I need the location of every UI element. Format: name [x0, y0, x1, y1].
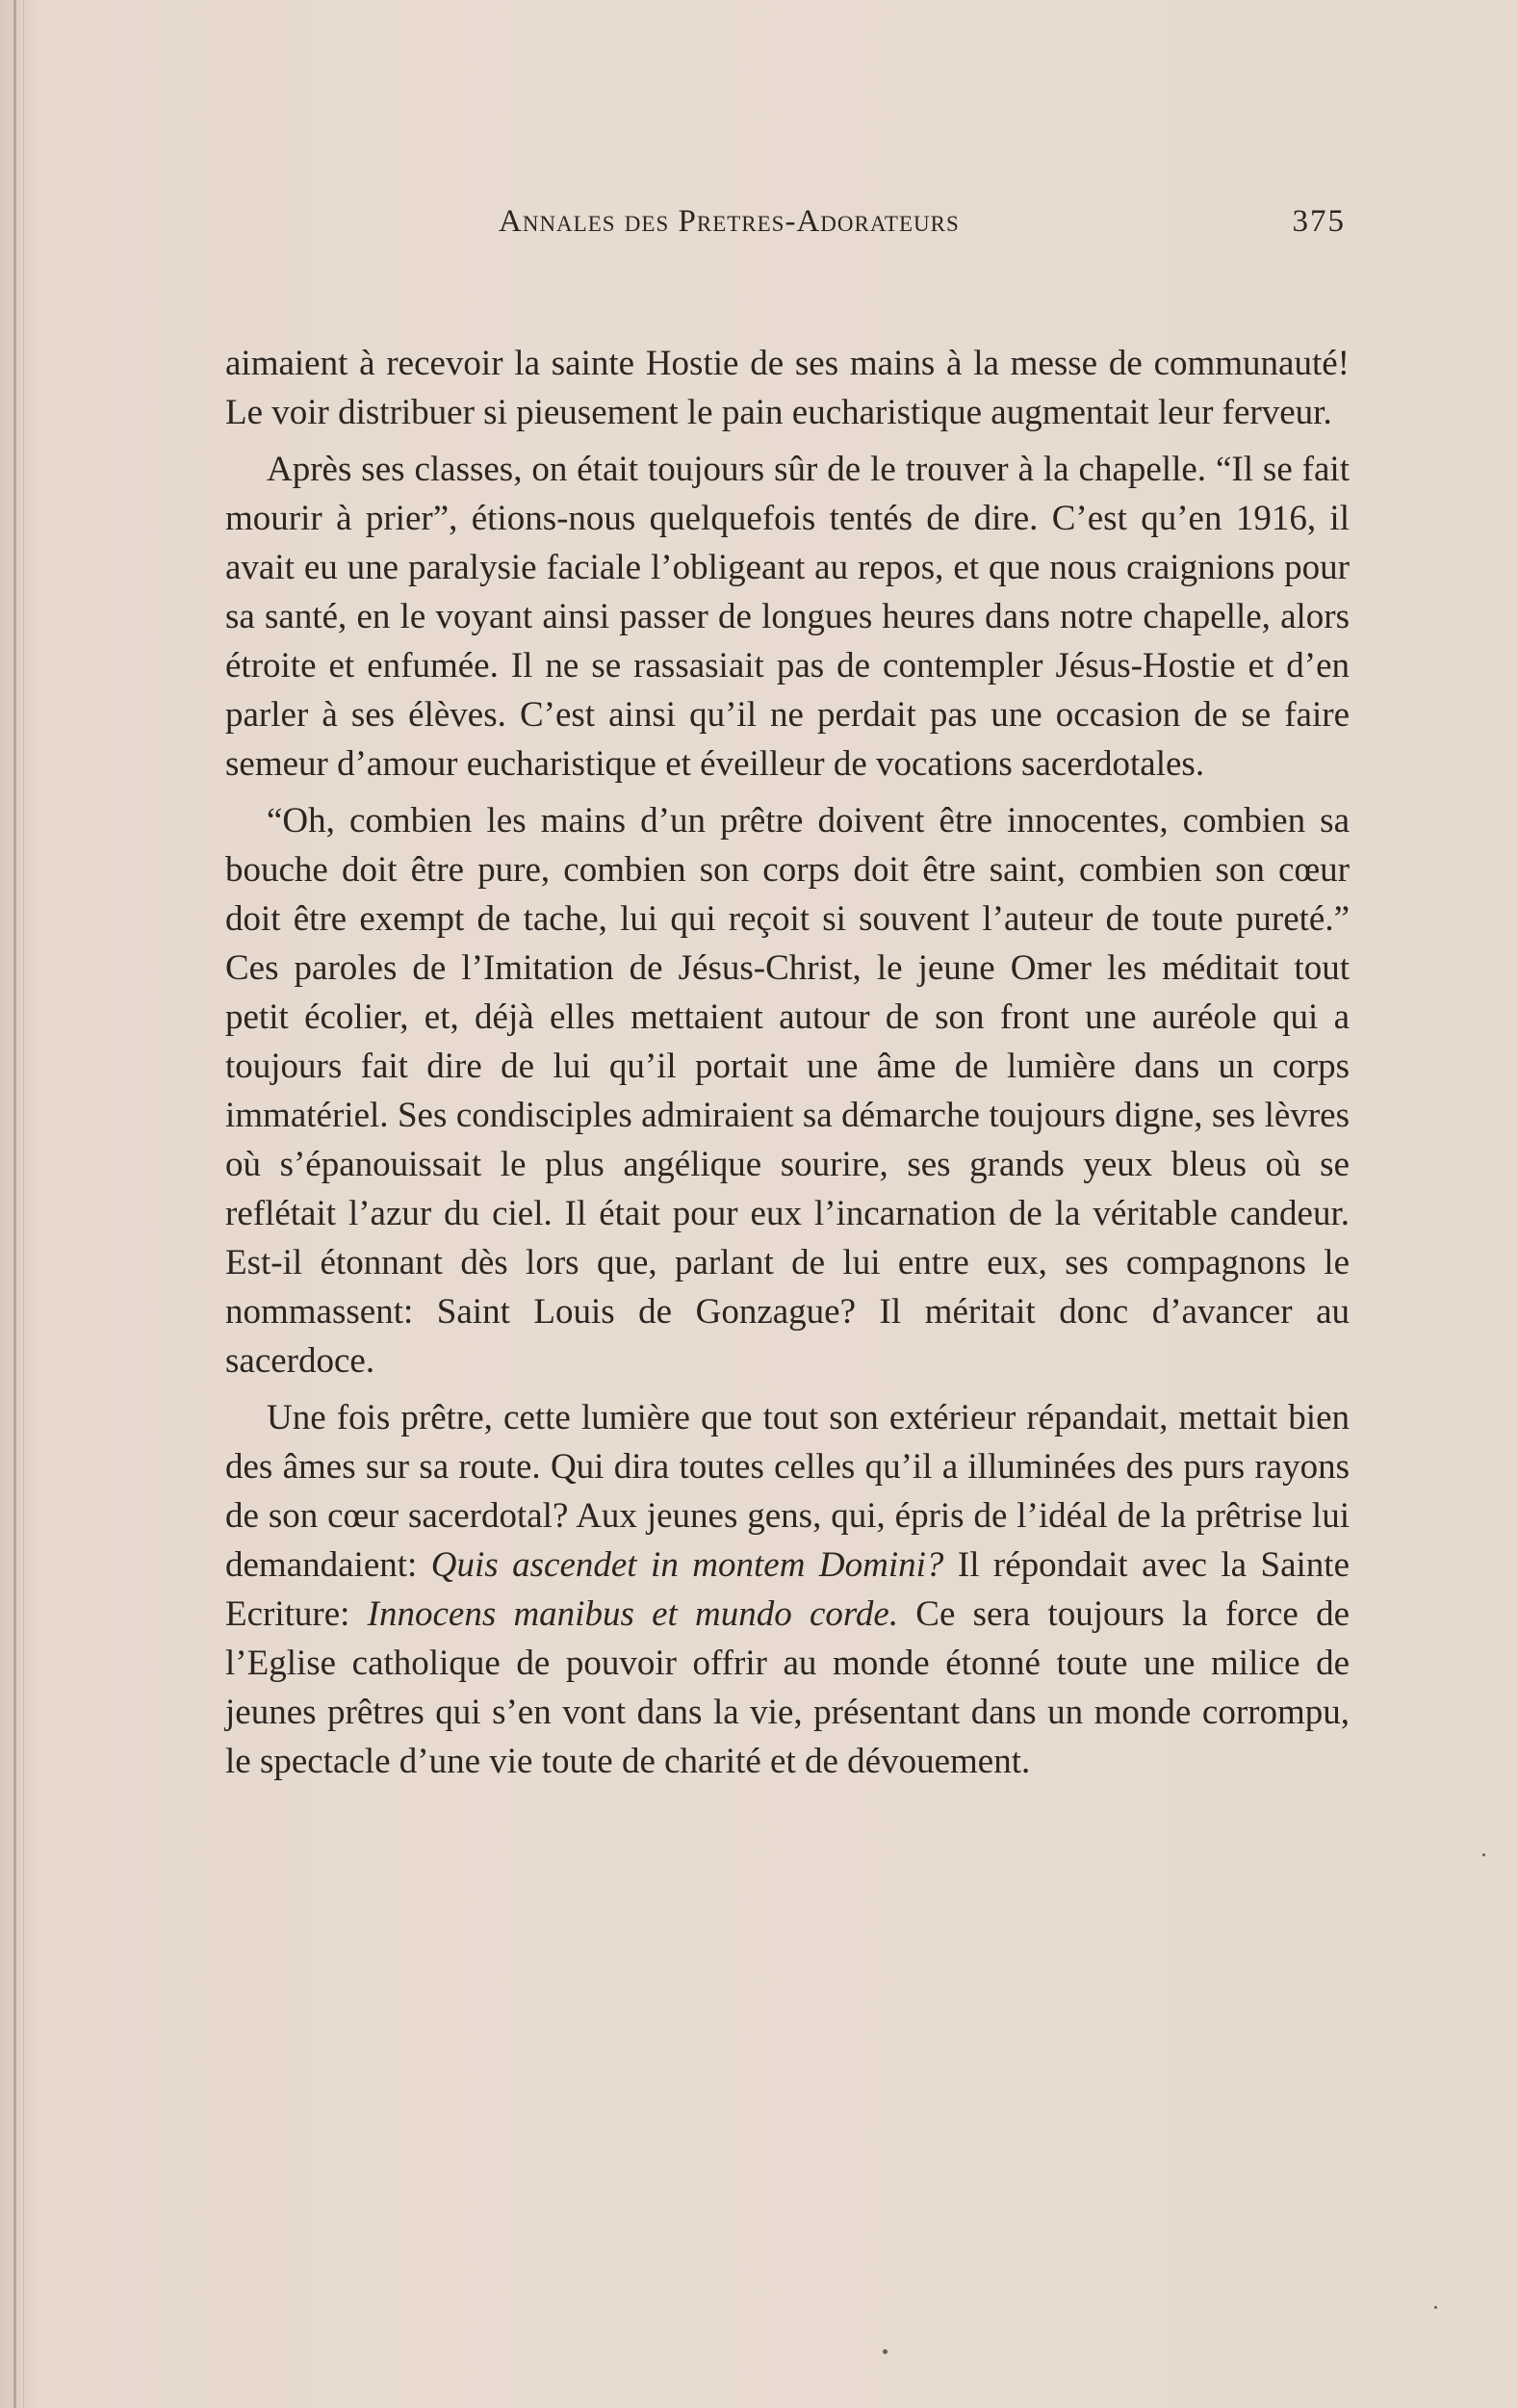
- paper-speck: [1434, 2306, 1437, 2309]
- paragraph-4: [225, 1393, 1350, 1786]
- latin-quote-1: Quis ascendet in montem Domini?: [430, 1545, 944, 1585]
- latin-quote-2: Innocens manibus et mundo corde.: [367, 1594, 899, 1634]
- paragraph-4-text-b: Il répondait avec la Sainte Ecriture:: [225, 1545, 1350, 1634]
- body-text: [225, 339, 1350, 1794]
- paragraph-3: “Oh, combien les mains d’un prêtre doivent être innocentes, combien sa bouche doit être pure, combien son corps doit être saint, combien son cœur doit être exempt de tache, lui qui reçoit si souvent l’auteur de toute pureté.” Ces paroles de l’Imitation de Jésus-Christ, le jeune Omer les méditait tout petit écolier, et, déjà elles mettaient autour de son front une auréole qui a toujours fait dire de lui qu’il portait une âme de lumière dans un corps immatériel. Ses condisciples admiraient sa démarche toujours digne, ses lèvres où s’épanouissait le plus angélique sourire, ses grands yeux bleus où se reflétait l’azur du ciel. Il était pour eux l’incarnation de la véritable candeur. Est-il étonnant dès lors que, parlant de lui entre eux, ses compagnons le nommassent: Saint Louis de Gonzague? Il méritait donc d’avancer au sacerdoce.: [225, 801, 1350, 1381]
- page-header: [499, 204, 1355, 246]
- binding-edge-inner: [23, 0, 24, 2408]
- paper-speck: [883, 2349, 888, 2354]
- page-number: 375: [1292, 204, 1346, 239]
- paper-speck: [1482, 1853, 1485, 1856]
- running-title: Annales des Pretres-Adorateurs: [499, 204, 960, 239]
- binding-edge: [13, 0, 16, 2408]
- paragraph-4-text-c: Ce sera toujours la force de l’Eglise catholique de pouvoir offrir au monde étonné toute une milice de jeunes prêtres qui s’en vont dans la vie, présentant dans un monde corrompu, le spectacle d’une vie toute de charité et de dévouement.: [225, 1594, 1350, 1781]
- paragraph-4-text-a: Une fois prêtre, cette lumière que tout son extérieur répandait, mettait bien des âmes sur sa route. Qui dira toutes celles qu’il a illuminées des purs rayons de son cœur sacerdotal? Aux jeunes gens, qui, épris de l’idéal de la prêtrise lui demandaient:: [225, 1398, 1350, 1585]
- paragraph-1: aimaient à recevoir la sainte Hostie de ses mains à la messe de communauté! Le voir distribuer si pieusement le pain eucharistique augmentait leur ferveur.: [225, 344, 1350, 432]
- paragraph-2: Après ses classes, on était toujours sûr de le trouver à la chapelle. “Il se fait mourir à prier”, étions-nous quelquefois tentés de dire. C’est qu’en 1916, il avait eu une paralysie faciale l’obligeant au repos, et que nous craignions pour sa santé, en le voyant ainsi passer de longues heures dans notre chapelle, alors étroite et enfumée. Il ne se rassasiait pas de contempler Jésus-Hostie et d’en parler à ses élèves. C’est ainsi qu’il ne perdait pas une occasion de se faire semeur d’amour eucharistique et éveilleur de vocations sacerdotales.: [225, 450, 1350, 784]
